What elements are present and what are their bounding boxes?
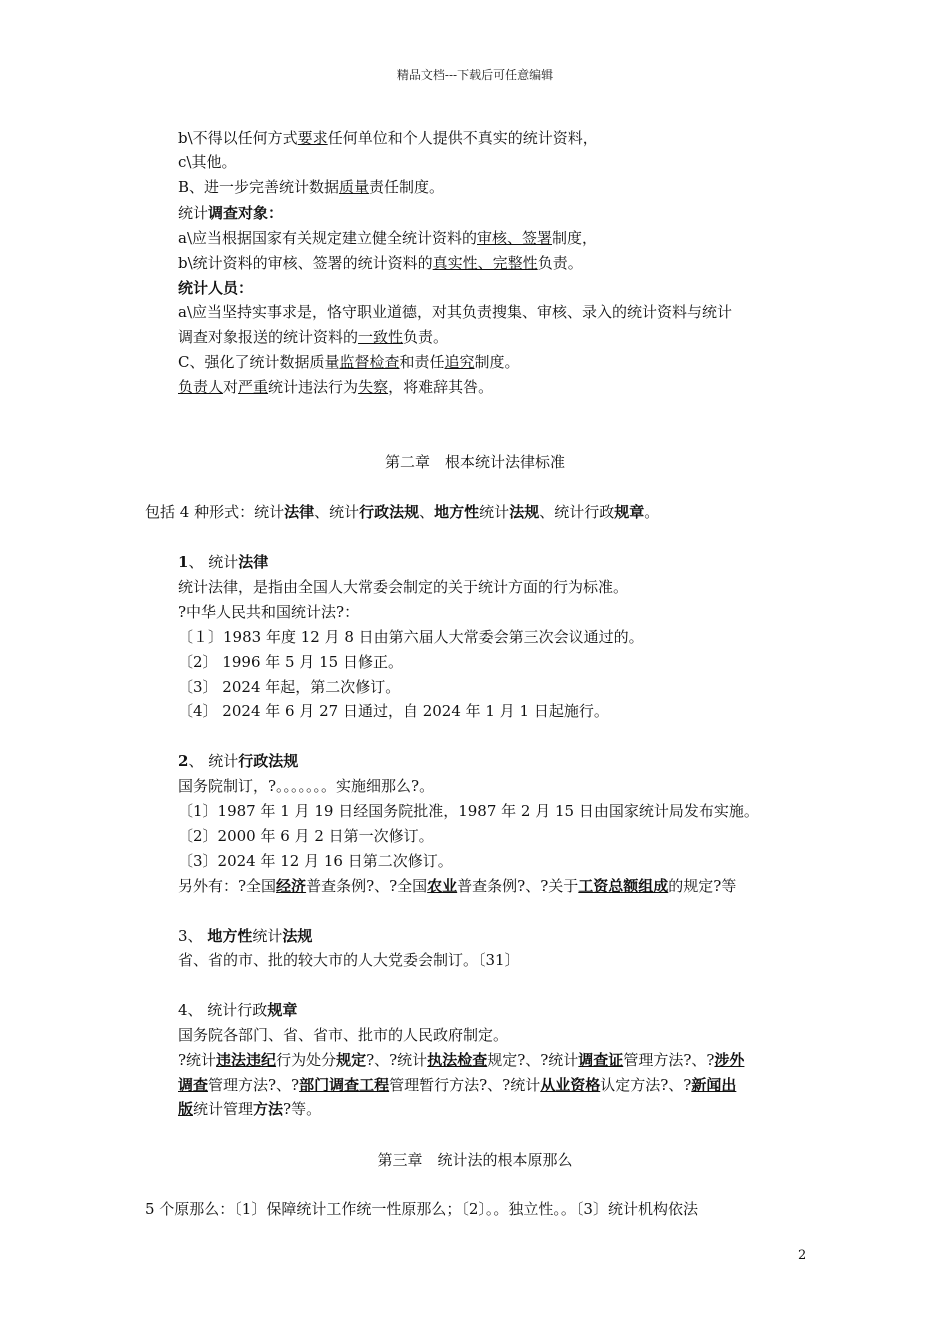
text-line xyxy=(178,799,759,823)
text-run: b\不得以任何方式 xyxy=(178,129,298,147)
underlined-text: 要求 xyxy=(297,129,328,147)
chapter-title xyxy=(0,1148,950,1172)
text-line xyxy=(178,948,520,972)
underlined-text: 执法检查 xyxy=(427,1051,488,1069)
underlined-text: 从业资格 xyxy=(540,1076,601,1094)
text-run: b\统计资料的审核、签署的统计资料的 xyxy=(178,254,433,272)
bold-text: 规定 xyxy=(336,1051,367,1069)
underlined-text: 新闻出 xyxy=(691,1076,737,1094)
text-line xyxy=(178,774,434,798)
text-run: 4、 统计行政 xyxy=(178,1001,268,1019)
text-line xyxy=(178,625,644,649)
bold-text: 方法 xyxy=(253,1100,284,1118)
bold-text: 2 xyxy=(178,752,189,770)
bold-text: 调查对象： xyxy=(208,204,284,222)
text-line xyxy=(178,675,400,699)
text-line xyxy=(178,849,453,873)
underlined-text: 版 xyxy=(178,1100,194,1118)
bold-text: 1 xyxy=(178,553,189,571)
text-line xyxy=(178,126,598,150)
text-run: 任何单位和个人提供不真实的统计资料， xyxy=(327,129,598,147)
text-line xyxy=(178,575,628,599)
underlined-text: 涉外 xyxy=(714,1051,745,1069)
section-heading xyxy=(178,550,268,574)
text-run: 管理暂行方法?、?统计 xyxy=(389,1076,541,1094)
underlined-text: 监督检查 xyxy=(339,353,400,371)
underlined-text: 调查 xyxy=(178,1076,209,1094)
text-run: 、 xyxy=(419,503,435,521)
text-run: 〔1〕1987 年 1 月 19 日经国务院批准，1987 年 2 月 15 日由国家统计局发布实施。 xyxy=(178,802,759,820)
text-run: 和责任 xyxy=(399,353,445,371)
text-line xyxy=(178,325,448,349)
section-heading xyxy=(178,749,298,773)
text-run: 统计管理 xyxy=(193,1100,254,1118)
text-line xyxy=(178,1097,321,1121)
bold-text: 规章 xyxy=(267,1001,298,1019)
text-run: 5 个原那么：〔1〕保障统计工作统一性原那么；〔2〕。。独立性。。〔3〕统计机构依法 xyxy=(145,1200,698,1218)
underlined-text: 部门调查工程 xyxy=(299,1076,390,1094)
text-run: 认定方法?、? xyxy=(600,1076,692,1094)
text-run: 统计 xyxy=(178,204,209,222)
text-run: 第二章 根本统计法律标准 xyxy=(384,453,565,471)
text-run: 普查条例?、?关于 xyxy=(457,877,579,895)
text-run: ?中华人民共和国统计法?： xyxy=(178,603,360,621)
text-run: 普查条例?、?全国 xyxy=(306,877,428,895)
text-line xyxy=(178,300,732,324)
text-run: 包括 4 种形式：统计 xyxy=(145,503,285,521)
text-run: 国务院制订，?。。。。。。。实施细那么?。 xyxy=(178,777,435,795)
text-line xyxy=(178,1023,508,1047)
underlined-text: 审核、签署 xyxy=(477,229,553,247)
text-run: 责任制度。 xyxy=(369,178,445,196)
text-run: 行为处分 xyxy=(276,1051,337,1069)
bold-text: 行政法规 xyxy=(359,503,420,521)
text-run: 。 xyxy=(644,503,660,521)
text-line xyxy=(178,350,520,374)
section-heading xyxy=(178,998,297,1022)
text-run: C、强化了统计数据质量 xyxy=(178,353,340,371)
text-run: 、统计 xyxy=(314,503,360,521)
underlined-text: 严重 xyxy=(238,378,269,396)
page-header: 精品文档---下载后可任意编辑 xyxy=(396,68,554,82)
text-line xyxy=(178,650,403,674)
text-run: 、统计行政 xyxy=(539,503,615,521)
text-run: ，将难辞其咎。 xyxy=(388,378,494,396)
underlined-text: 负责人 xyxy=(178,378,224,396)
text-run: 统计 xyxy=(479,503,510,521)
text-run: 第三章 统计法的根本原那么 xyxy=(377,1151,573,1169)
underlined-text: 一致性 xyxy=(358,328,404,346)
text-run: ?等。 xyxy=(283,1100,322,1118)
text-run: 3、 xyxy=(178,927,208,945)
text-line xyxy=(178,201,283,225)
text-run: 统计违法行为 xyxy=(268,378,359,396)
text-run: 制度， xyxy=(552,229,598,247)
bold-text: 地方性 xyxy=(434,503,480,521)
text-run: 国务院各部门、省、省市、批市的人民政府制定。 xyxy=(178,1026,509,1044)
bold-text: 法规 xyxy=(282,927,313,945)
text-line xyxy=(178,824,434,848)
text-run: 省、省的市、批的较大市的人大党委会制订。〔31〕 xyxy=(178,951,520,969)
bold-text: 行政法规 xyxy=(238,752,299,770)
underlined-text: 真实性、完整性 xyxy=(432,254,538,272)
text-run: B、进一步完善统计数据 xyxy=(178,178,340,196)
text-line xyxy=(178,874,736,898)
text-run: 的规定?等 xyxy=(668,877,737,895)
text-line xyxy=(178,1048,744,1072)
text-run: 对 xyxy=(223,378,239,396)
text-run: a\应当坚持实事求是，恪守职业道德，对其负责搜集、审核、录入的统计资料与统计 xyxy=(178,303,733,321)
underlined-text: 农业 xyxy=(427,877,458,895)
bold-text: 法律 xyxy=(238,553,269,571)
underlined-text: 调查证 xyxy=(578,1051,624,1069)
underlined-text: 工资总额组成 xyxy=(578,877,669,895)
text-run: 管理方法?、? xyxy=(208,1076,300,1094)
text-run: 、 统计 xyxy=(188,752,239,770)
text-run: 另外有：?全国 xyxy=(178,877,277,895)
bold-text: 规章 xyxy=(614,503,645,521)
text-run: 〔2〕 1996 年 5 月 15 日修正。 xyxy=(178,653,403,671)
text-run: 、 统计 xyxy=(188,553,239,571)
text-run: 管理方法?、? xyxy=(623,1051,715,1069)
text-run: 〔2〕2000 年 6 月 2 日第一次修订。 xyxy=(178,827,434,845)
underlined-text: 违法违纪 xyxy=(216,1051,277,1069)
text-line xyxy=(178,226,597,250)
chapter-title xyxy=(0,450,950,474)
bold-text: 统计人员： xyxy=(178,279,254,297)
text-line xyxy=(178,251,583,275)
text-line xyxy=(178,375,493,399)
underlined-text: 失察 xyxy=(358,378,389,396)
text-run: 规定?、?统计 xyxy=(487,1051,579,1069)
text-line xyxy=(178,699,609,723)
text-line xyxy=(178,276,253,300)
section-heading xyxy=(178,924,312,948)
text-run: 调查对象报送的统计资料的 xyxy=(178,328,359,346)
text-line xyxy=(178,150,236,174)
text-run: 〔4〕 2024 年 6 月 27 日通过，自 2024 年 1 月 1 日起施行。 xyxy=(178,702,609,720)
text-run: 〔１〕1983 年度 12 月 8 日由第六届人大常委会第三次会议通过的。 xyxy=(178,628,644,646)
text-run: 〔3〕 2024 年起，第二次修订。 xyxy=(178,678,401,696)
text-run: 统计法律，是指由全国人大常委会制定的关于统计方面的行为标准。 xyxy=(178,578,629,596)
text-run: ?统计 xyxy=(178,1051,217,1069)
text-run: ?、?统计 xyxy=(366,1051,428,1069)
underlined-text: 质量 xyxy=(339,178,370,196)
page-number: 2 xyxy=(798,1248,807,1263)
text-line xyxy=(178,175,444,199)
text-run: 制度。 xyxy=(474,353,520,371)
text-line xyxy=(178,600,359,624)
text-run: 负责。 xyxy=(403,328,449,346)
bold-text: 法规 xyxy=(509,503,540,521)
bold-text: 地方性 xyxy=(207,927,253,945)
text-run: 〔3〕2024 年 12 月 16 日第二次修订。 xyxy=(178,852,453,870)
text-line xyxy=(178,1073,736,1097)
underlined-text: 追究 xyxy=(444,353,475,371)
bold-text: 法律 xyxy=(284,503,315,521)
text-run: c\其他。 xyxy=(178,153,237,171)
underlined-text: 经济 xyxy=(276,877,307,895)
text-line xyxy=(145,500,659,524)
text-line xyxy=(145,1197,698,1221)
text-run: a\应当根据国家有关规定建立健全统计资料的 xyxy=(178,229,477,247)
text-run: 负责。 xyxy=(537,254,583,272)
text-run: 统计 xyxy=(252,927,283,945)
